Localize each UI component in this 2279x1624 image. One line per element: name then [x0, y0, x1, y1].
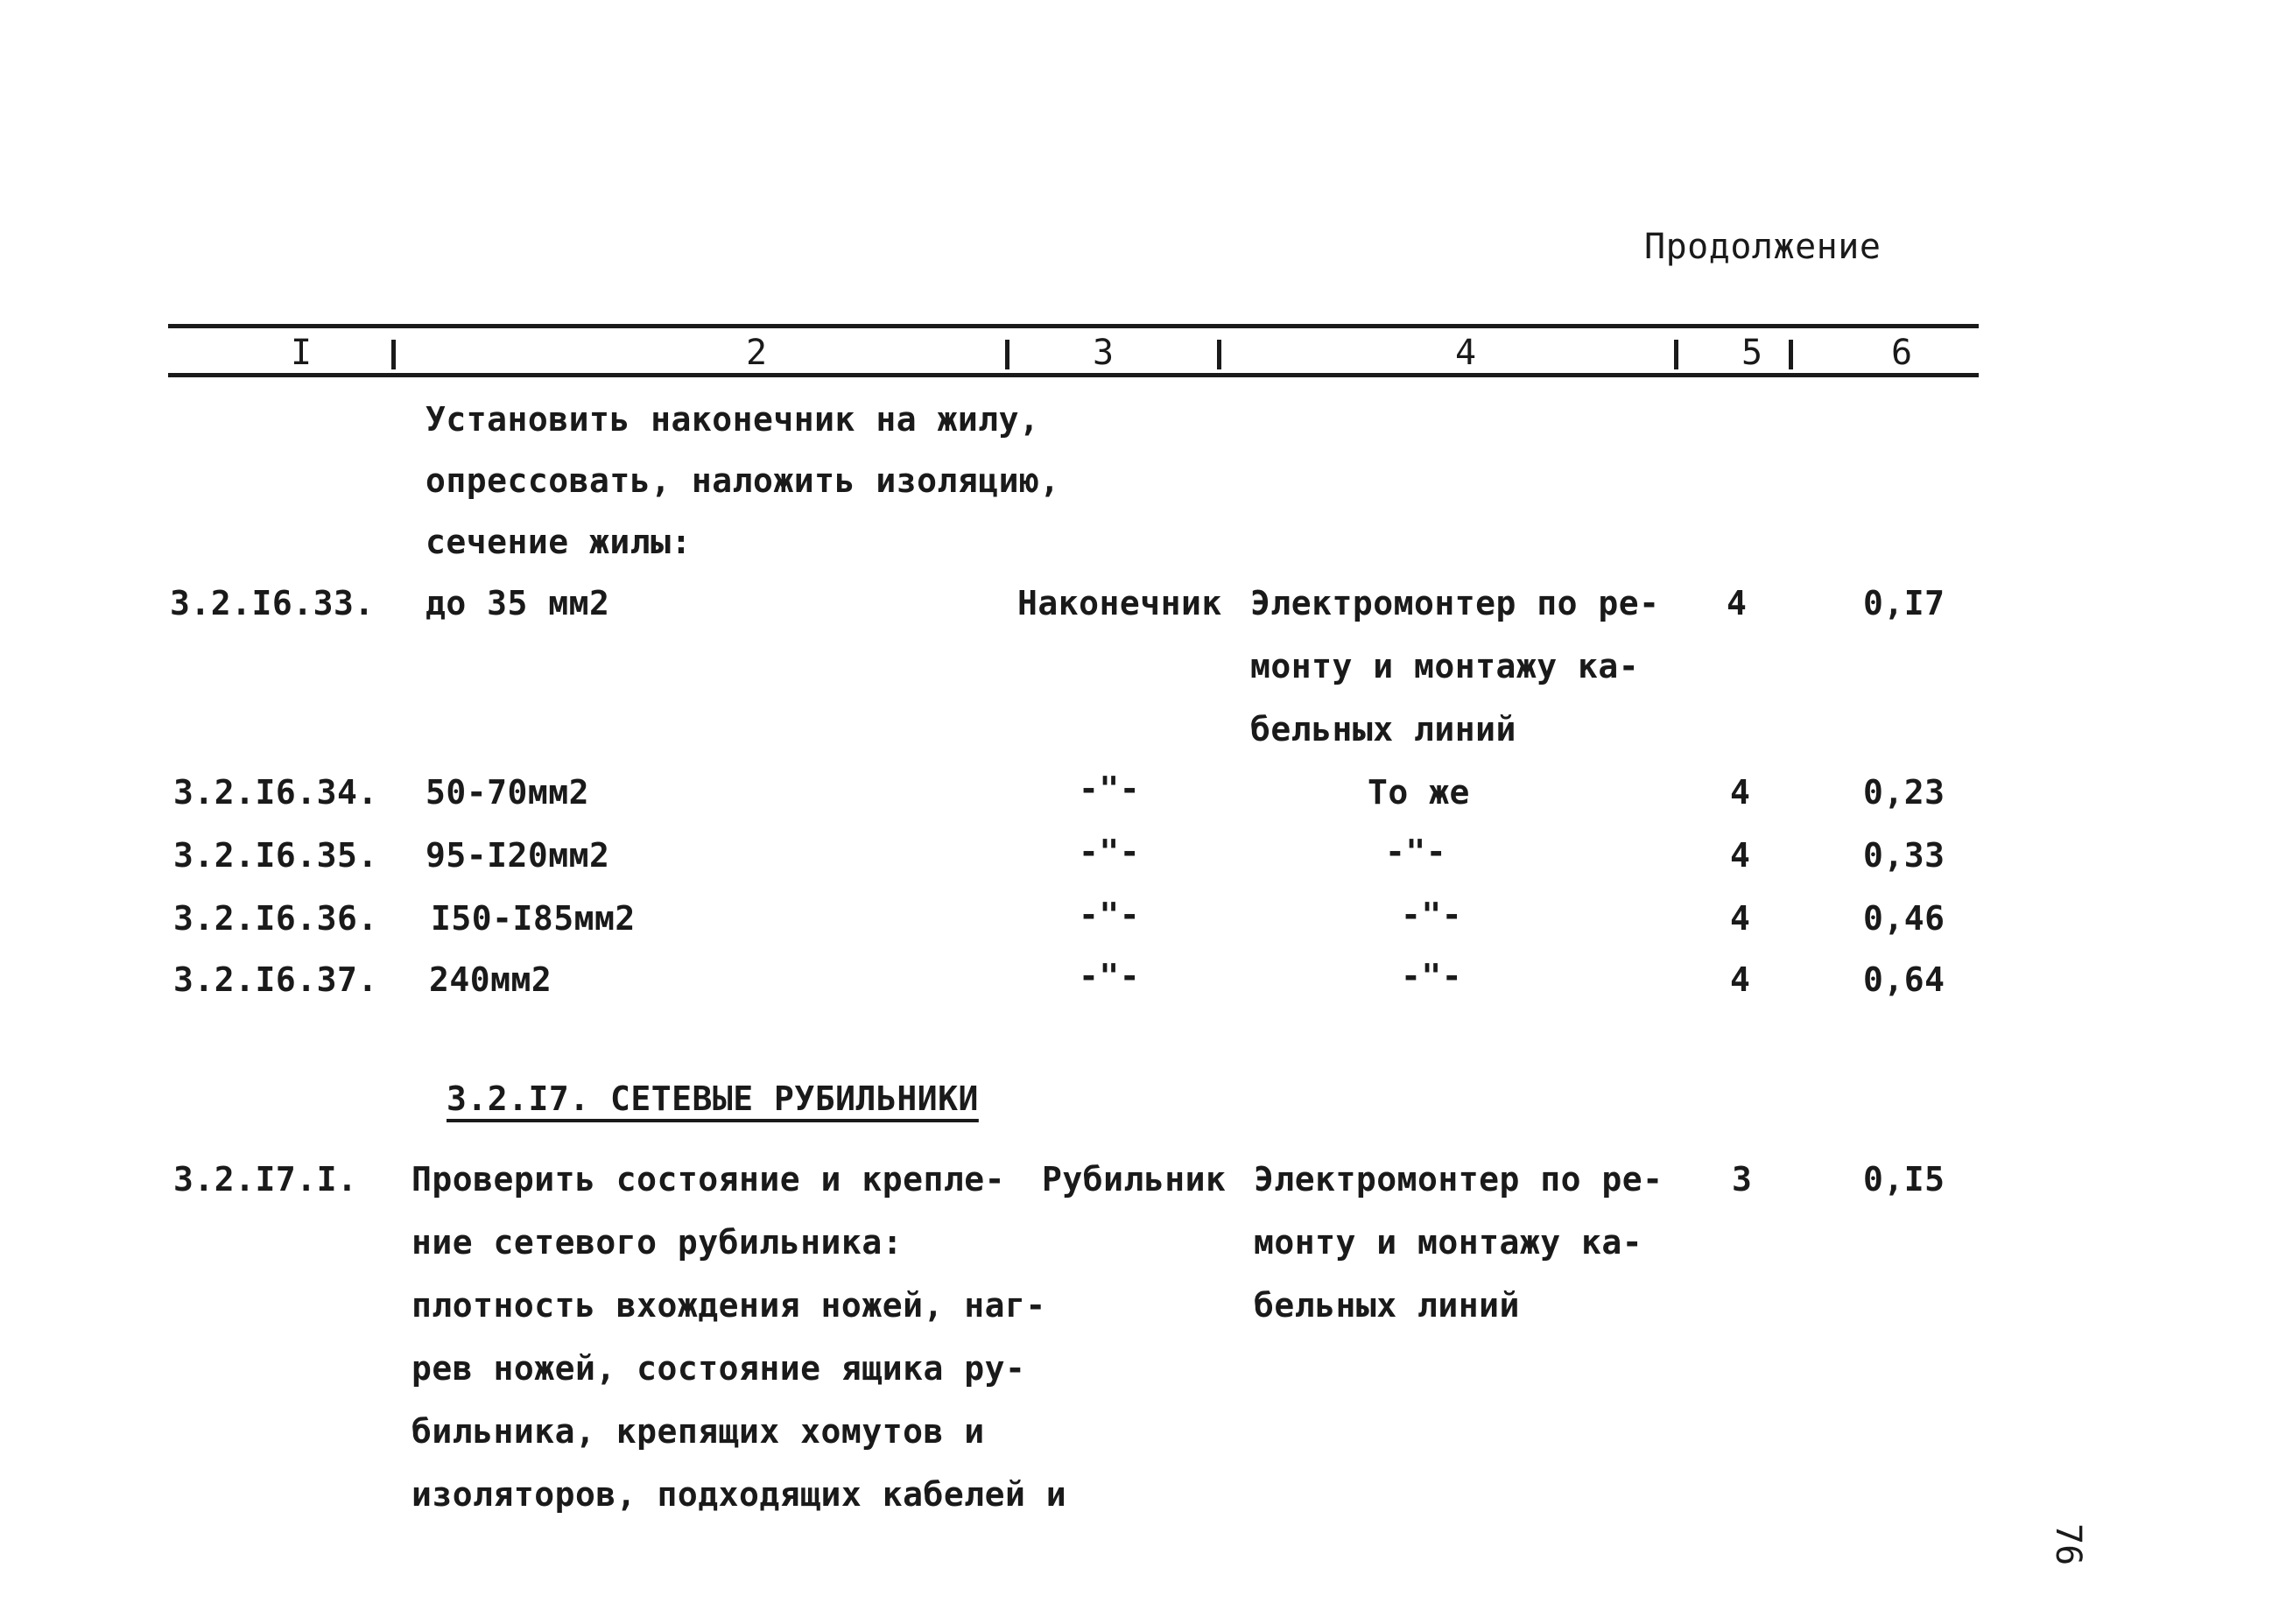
- row-unit: -"-: [1079, 957, 1141, 995]
- row-grade: 4: [1730, 899, 1751, 938]
- intro-line: сечение жилы:: [426, 523, 692, 561]
- intro-line: опрессовать, наложить изоляцию,: [426, 461, 1060, 500]
- row-norm: 0,46: [1863, 899, 1945, 938]
- row-unit: Рубильник: [1042, 1160, 1227, 1199]
- row-worker: -"-: [1385, 833, 1447, 871]
- row-worker: бельных линий: [1250, 710, 1516, 749]
- row-grade: 4: [1727, 584, 1748, 622]
- row-description: 50-70мм2: [426, 773, 590, 812]
- row-norm: 0,I7: [1863, 584, 1945, 622]
- row-norm: 0,I5: [1863, 1160, 1945, 1199]
- page-number: 76: [2048, 1523, 2088, 1566]
- column-header-1: I: [291, 333, 313, 373]
- row-grade: 4: [1730, 773, 1751, 812]
- row-worker: -"-: [1401, 896, 1463, 934]
- row-description: бильника, крепящих хомутов и: [411, 1412, 985, 1451]
- row-description: 240мм2: [429, 960, 552, 999]
- row-code: 3.2.I6.33.: [170, 584, 375, 622]
- row-description: плотность вхождения ножей, наг-: [411, 1286, 1046, 1325]
- row-code: 3.2.I6.35.: [173, 836, 378, 875]
- column-separator: [1005, 340, 1009, 369]
- row-unit: -"-: [1079, 833, 1141, 871]
- section-title: 3.2.I7. СЕТЕВЫЕ РУБИЛЬНИКИ: [447, 1079, 979, 1118]
- continuation-label: Продолжение: [1644, 227, 1882, 267]
- row-code: 3.2.I7.I.: [173, 1160, 358, 1199]
- row-description: рев ножей, состояние ящика ру-: [411, 1349, 1026, 1388]
- row-description: ние сетевого рубильника:: [411, 1223, 904, 1262]
- row-description: изоляторов, подходящих кабелей и: [411, 1475, 1067, 1514]
- row-unit: Наконечник: [1017, 584, 1222, 622]
- row-code: 3.2.I6.37.: [173, 960, 378, 999]
- row-worker: монту и монтажу ка-: [1250, 647, 1640, 685]
- row-grade: 3: [1732, 1160, 1753, 1199]
- column-header-3: 3: [1093, 333, 1115, 373]
- row-description: Проверить состояние и крепле-: [411, 1160, 1005, 1199]
- row-description: I50-I85мм2: [431, 899, 636, 938]
- row-worker: Электромонтер по ре-: [1250, 584, 1660, 622]
- row-unit: -"-: [1079, 770, 1141, 808]
- row-worker: То же: [1368, 773, 1470, 812]
- column-separator: [1789, 340, 1793, 369]
- column-header-5: 5: [1741, 333, 1763, 373]
- row-worker: Электромонтер по ре-: [1254, 1160, 1664, 1199]
- intro-line: Установить наконечник на жилу,: [426, 400, 1040, 439]
- column-header-4: 4: [1455, 333, 1477, 373]
- row-grade: 4: [1730, 836, 1751, 875]
- column-separator: [1217, 340, 1221, 369]
- row-norm: 0,23: [1863, 773, 1945, 812]
- table-top-rule: [168, 324, 1979, 328]
- column-header-6: 6: [1891, 333, 1913, 373]
- row-description: до 35 мм2: [426, 584, 610, 622]
- row-worker: монту и монтажу ка-: [1254, 1223, 1643, 1262]
- row-code: 3.2.I6.36.: [173, 899, 378, 938]
- table-header-bottom-rule: [168, 373, 1979, 377]
- row-worker: -"-: [1401, 957, 1463, 995]
- row-description: 95-I20мм2: [426, 836, 610, 875]
- row-grade: 4: [1730, 960, 1751, 999]
- column-separator: [391, 340, 396, 369]
- column-header-2: 2: [746, 333, 768, 373]
- row-code: 3.2.I6.34.: [173, 773, 378, 812]
- row-unit: -"-: [1079, 896, 1141, 934]
- row-worker: бельных линий: [1254, 1286, 1520, 1325]
- column-separator: [1674, 340, 1678, 369]
- row-norm: 0,64: [1863, 960, 1945, 999]
- row-norm: 0,33: [1863, 836, 1945, 875]
